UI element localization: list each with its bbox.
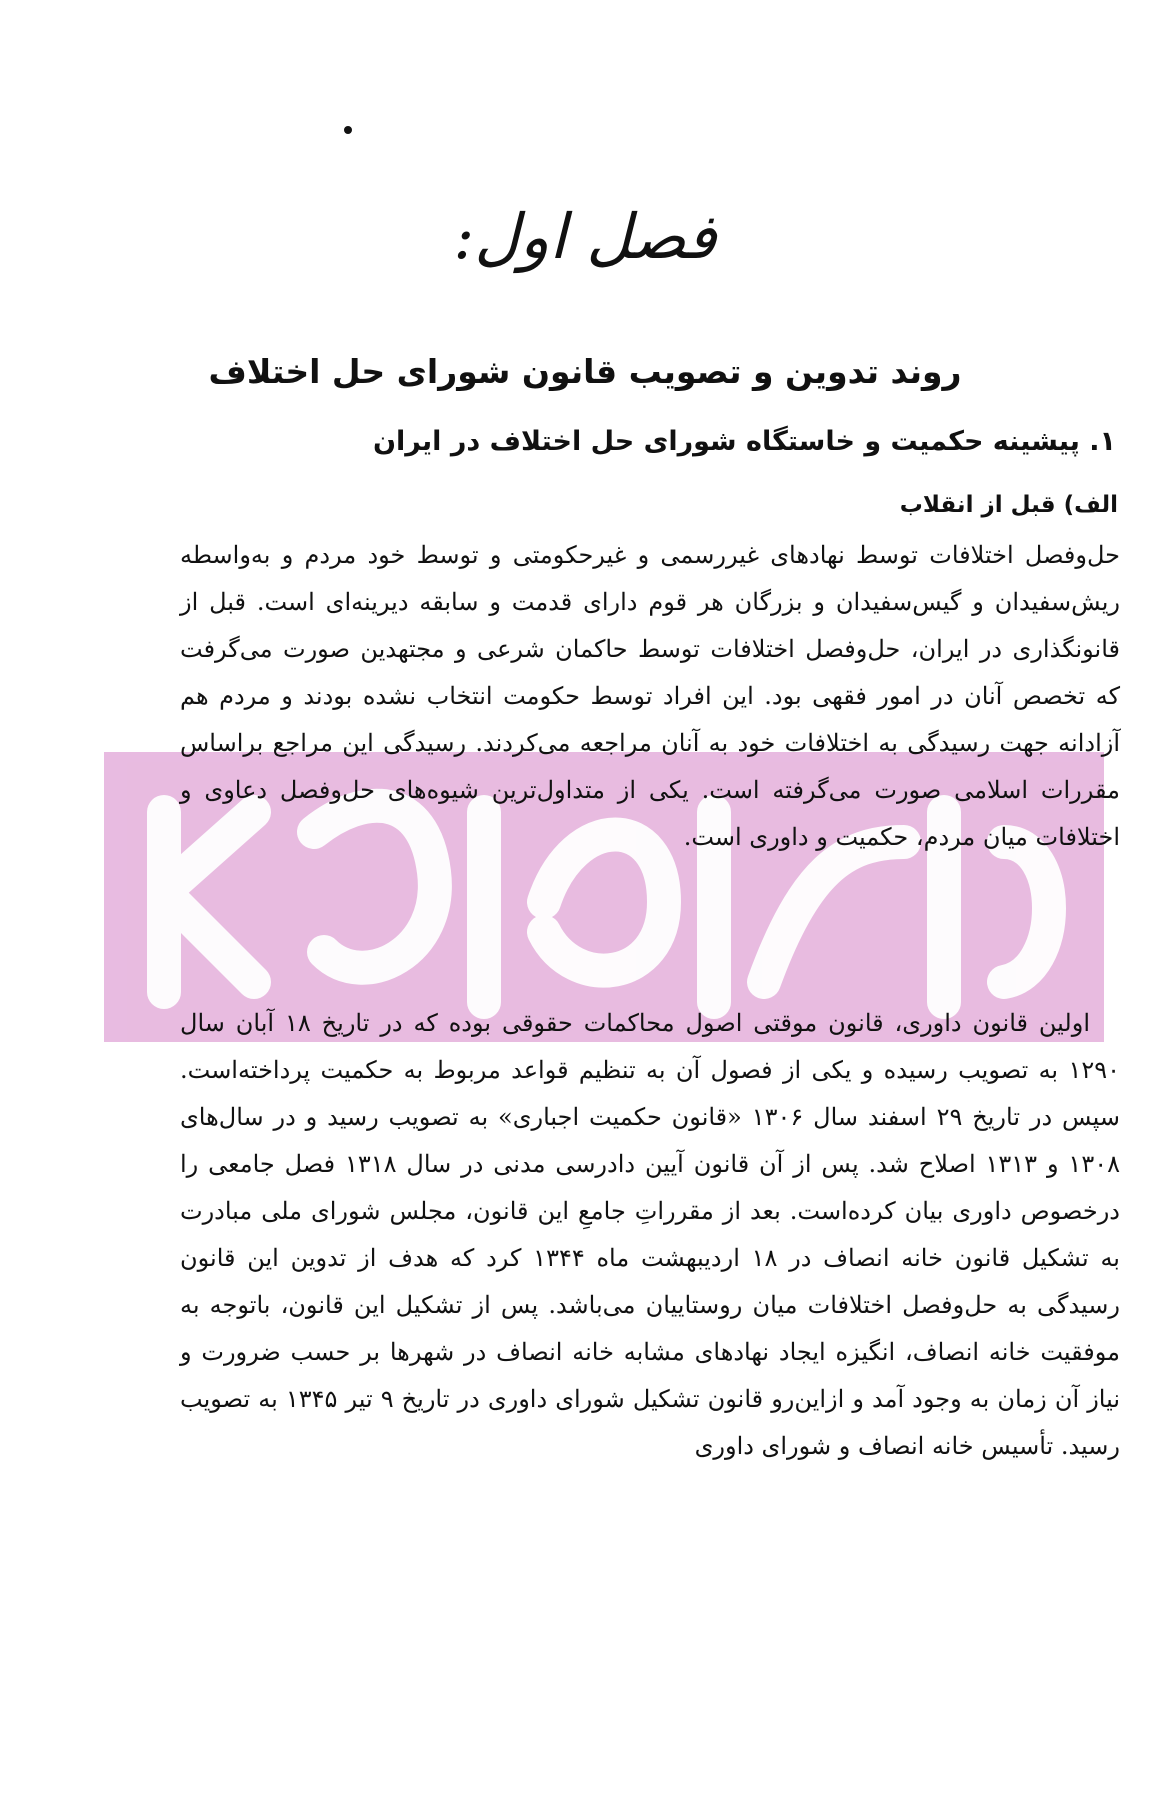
section-title: روند تدوین و تصویب قانون شورای حل اختلاف (208, 352, 962, 391)
paragraph: حل‌وفصل اختلافات توسط نهادهای غیررسمی و غیرحکومتی و توسط خود مردم و به‌واسطه ریش‌سفیدان و گیس‌سفیدان و بزرگان هر قوم دارای قدمت و سابقه دیرینه‌ای است. قبل از قانونگذاری در ایران، حل‌وفصل اختلافات توسط حاکمان شرعی و مجتهدین صورت می‌گرفت که تخصص آنان در امور فقهی بود. این افراد توسط حکومت انتخاب نشده بودند و مردم هم آزادانه جهت رسیدگی به اختلافات خود به آنان مراجعه می‌کردند. رسیدگی این مراجع براساس مقررات اسلامی صورت می‌گرفته است. یکی از متداول‌ترین شیوه‌های حل‌وفصل دعاوی و اختلافات میان مردم، حکمیت و داوری است. (180, 541, 1121, 851)
subheading: الف) قبل از انقلاب (899, 492, 1118, 518)
ink-dot (344, 126, 352, 134)
chapter-title: فصل اول: (453, 200, 717, 273)
paragraph: اولین قانون داوری، قانون موقتی اصول محاکمات حقوقی بوده که در تاریخ ۱۸ آبان سال ۱۲۹۰ به تصویب رسیده و یکی از فصول آن به تنظیم قواعد مربوط به حکمیت پرداخته‌است. سپس در تاریخ ۲۹ اسفند سال ۱۳۰۶ «قانون حکمیت اجباری» به تصویب رسید و در سال‌های ۱۳۰۸ و ۱۳۱۳ اصلاح شد. پس از آن قانون آیین دادرسی مدنی در سال ۱۳۱۸ فصل جامعی را درخصوص داوری بیان کرده‌است. بعد از مقرراتِ جامعِ این قانون، مجلس شورای ملی مبادرت به تشکیل قانون خانه انصاف در ۱۸ اردیبهشت ماه ۱۳۴۴ کرد که هدف از تدوین این قانون رسیدگی به حل‌وفصل اختلافات میان روستاییان می‌باشد. پس از تشکیل این قانون، باتوجه به موفقیت خانه انصاف، انگیزه ایجاد نهادهای مشابه خانه انصاف در شهرها بر حسب ضرورت و نیاز آن زمان به وجود آمد و ازاین‌رو قانون تشکیل شورای داوری در تاریخ ۹ تیر ۱۳۴۵ به تصویب رسید. تأسیس خانه انصاف و شورای داوری (180, 1009, 1121, 1460)
subsection-title: ۱. پیشینه حکمیت و خاستگاه شورای حل اختلاف در ایران (372, 426, 1116, 457)
